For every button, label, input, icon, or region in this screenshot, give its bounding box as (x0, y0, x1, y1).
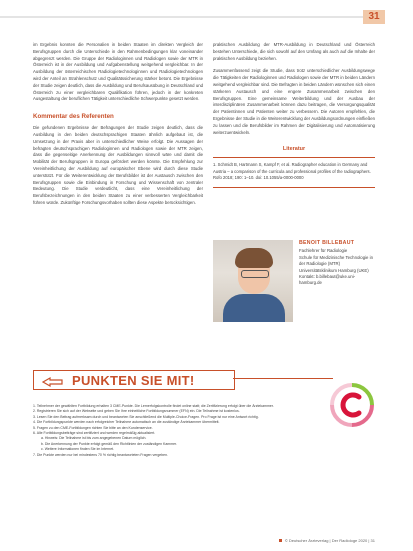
author-box (213, 240, 375, 325)
banner-title: PUNKTEN SIE MIT! (72, 372, 195, 388)
author-contact: Kontakt: b.billebaut@uke.uni-hamburg.de (299, 274, 356, 286)
body-paragraph: praktischen Ausbildung der MTR-Ausbildung in Deutschland und Österreich bestehen Unterschiede, die sich sowohl auf den Umfang als auch auf die Inhalte der praktischen Ausbildung beziehen. (213, 42, 375, 61)
body-paragraph: Die gefundenen Ergebnisse der Befragungen der Studie zeigen deutlich, dass die Ausbildung in den beiden deutschsprachigen Staaten ähnlich aufgebaut ist, die Umsetzung in der Praxis aber in unterschiedlicher Weise erfolgt. Die Aussagen der befragten deutschsprachigen Radiologinnen und Radiologen sowie der MTR zeigen, dass die gegenseitige Anerkennung der Ausbildungen sinnvoll wäre und damit die Mobilität der Berufsgruppen in Europa gefördert werden könnte. Die Empfehlung zur Vereinheitlichung der Ausbildung auf europäischer Ebene wird durch diese Studie unterstützt. Für die Weiterentwicklung der Berufsbilder ist der Austausch zwischen den Berufsgruppen sowie die Einbindung in Forschung und Wissenschaft von zentraler Bedeutung. Die Studie verdeutlicht, dass eine Vereinheitlichung der Berufsbezeichnungen in den beiden Staaten zu einer verbesserten Vergleichbarkeit führen würde. Zukünftige Forschungsvorhaben sollten diese Aspekte berücksichtigen. (33, 125, 203, 205)
literature-reference: 1. Schmidt B, Hartmann S, Kampf F, et al. Radiographer education in Germany and Austria – a comparison of the curricula and professional profiles of the radiographers. Rofo 2018; 190: 1–10. doi: 10.1055/a-0000-0000 (213, 157, 375, 188)
page-footer (279, 538, 375, 543)
cme-item: 2. Registrieren Sie sich auf der Webseite und geben Sie Ihre einheitliche Fortbildungsnummer (EFN) ein. Die Teilnahme ist kostenlos. (33, 409, 240, 414)
author-name: BENOIT BILLEBAUT (299, 240, 355, 246)
cme-item: 7. Die Punkte werden nur bei mindestens 70 % richtig beantworteten Fragen vergeben. (33, 452, 169, 457)
right-column (213, 42, 375, 188)
author-affiliation: Schule für Medizinische Technologie in (299, 254, 373, 260)
cme-item: 3. Lesen Sie den Beitrag aufmerksam durch und beantworten Sie anschließend die Multiple-Choice-Fragen. Pro Frage ist nur eine Antwort richtig. (33, 414, 259, 419)
cme-subitem: c. Weitere Informationen finden Sie im Internet. (41, 447, 115, 452)
cme-item: 4. Die Fortbildungspunkte werden nach erfolgreicher Teilnahme automatisch an die zuständige Ärztekammer übermittelt. (33, 420, 220, 425)
cme-subitem: b. Die Anerkennung der Punkte erfolgt gemäß den Richtlinien der zuständigen Kammer. (41, 441, 177, 446)
page-number: 31 (363, 10, 385, 24)
left-column (33, 42, 203, 213)
cme-subitem: a. Hinweis: Die Teilnahme ist bis zum angegebenen Datum möglich. (41, 436, 147, 441)
pointing-hand-icon (42, 375, 64, 393)
cme-item: 1. Teilnehmer der gewählten Fortbildung erhalten 3 CME-Punkte. Die Lernerfolgskontrolle findet online statt; die Zertifizierung erfolgt über die Ärztekammer. (33, 404, 274, 408)
author-institution: Universitätsklinikum Hamburg (UKE) (299, 267, 369, 273)
body-paragraph: im Ergebnis konnten die Personalien in beiden Staaten im direkten Vergleich der Berufsgruppen durch die Unterschiede in den Rahmenbedingungen klar voneinander abgegrenzt werden. Die Gruppe der Radiologinnen und Radiologen sowie der MTR in Österreich ist in der Ausbildung und Aufgabenstellung weitgehend vergleichbar. In der Ausbildung der österreichischen Radiologietechnologinnen und Radiologietechnologen wird der Anteil an Strahlenschutz und Qualitätssicherung stärker betont. Die Ergebnisse der Studie zeigen deutlich, dass die Ausbildung und Berufsausübung in Deutschland und Österreich zu einer vergleichbaren Qualifikation führen, jedoch in der konkreten Ausgestaltung der beruflichen Tätigkeit unterschiedliche Schwerpunkte gesetzt werden. (33, 42, 203, 102)
author-info (299, 240, 375, 287)
cme-instructions (33, 404, 373, 458)
banner-title-box (33, 370, 235, 390)
banner-rule (233, 378, 333, 379)
author-affiliation: der Radiologie (MTR) (299, 261, 341, 267)
section-heading: Kommentar des Referenten (33, 113, 114, 121)
body-paragraph: Zusammenfassend zeigt die Studie, dass trotz unterschiedlicher Ausbildungswege die Tätigkeiten der Radiologinnen und Radiologen sowie der MTR in beiden Ländern weitgehend vergleichbar sind. Die Befragten in beiden Ländern wünschen sich einen stärkeren Austausch und eine engere Zusammenarbeit zwischen den Berufsgruppen. Eine gemeinsame Weiterbildung und der Ausbau der interdisziplinären Zusammenarbeit können dazu beitragen, die Versorgungsqualität der Patientinnen und Patienten weiter zu verbessern. Die Autoren empfehlen, die Ergebnisse der Studie in die Weiterentwicklung der Ausbildungsordnungen einfließen zu lassen und die Berufsbilder im Rahmen der Digitalisierung und Automatisierung weiterzuentwickeln. (213, 68, 375, 135)
cme-item: 6. Alle Fortbildungsbeiträge sind zertifiziert und werden regelmäßig aktualisiert. (33, 431, 156, 436)
cme-banner (33, 368, 375, 528)
literature-heading: Literatur (282, 146, 306, 153)
page-header-rule (0, 16, 375, 18)
footer-text: © Deutscher Ärzteverlag | Der Radiologe 2020 | 31 (284, 538, 375, 543)
author-photo (213, 240, 293, 322)
footer-square-icon (279, 539, 282, 542)
cme-item: 5. Fragen zu den CME-Fortbildungen richten Sie bitte an den Kundenservice. (33, 425, 153, 430)
author-title: Fachlehrer für Radiologie (299, 248, 348, 254)
